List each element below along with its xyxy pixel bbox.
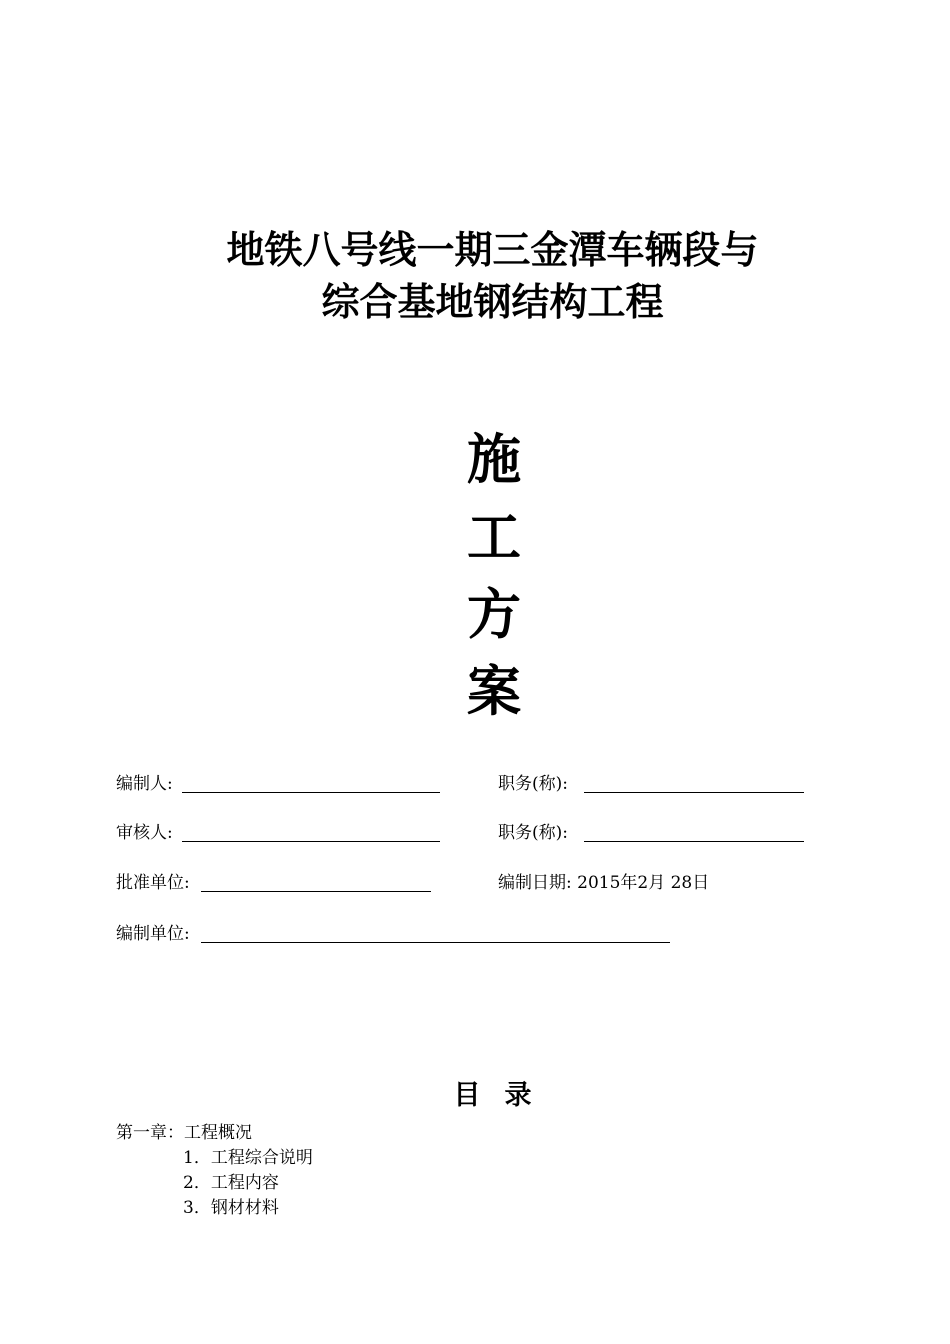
toc-heading: 目录	[453, 1080, 556, 1111]
reviewer-title-label: 职务(称):	[498, 823, 568, 843]
reviewer-label: 审核人:	[116, 823, 173, 843]
subtitle-char: 工	[467, 506, 521, 569]
compiler-title-blank-line	[584, 792, 804, 793]
subtitle-char: 方	[467, 583, 521, 646]
approval-unit-blank-line	[201, 891, 431, 892]
toc-item: 3．钢材材料	[183, 1198, 279, 1218]
reviewer-blank-line	[182, 841, 440, 842]
document-title-line-1: 地铁八号线一期三金潭车辆段与	[226, 228, 759, 272]
toc-chapter-1: 第一章：工程概况	[116, 1123, 252, 1143]
toc-item: 2．工程内容	[183, 1173, 279, 1193]
compiler-title-label: 职务(称):	[498, 774, 568, 794]
subtitle-char: 施	[467, 428, 521, 491]
document-title-line-2: 综合基地钢结构工程	[321, 280, 664, 324]
compiler-label: 编制人:	[116, 774, 173, 794]
compile-unit-label: 编制单位:	[116, 924, 190, 944]
subtitle-char: 案	[467, 660, 521, 723]
compile-date: 编制日期: 2015年2月 28日	[498, 873, 710, 893]
reviewer-title-blank-line	[584, 841, 804, 842]
compile-unit-blank-line	[201, 942, 670, 943]
compiler-blank-line	[182, 792, 440, 793]
toc-item: 1．工程综合说明	[183, 1148, 313, 1168]
approval-unit-label: 批准单位:	[116, 873, 190, 893]
